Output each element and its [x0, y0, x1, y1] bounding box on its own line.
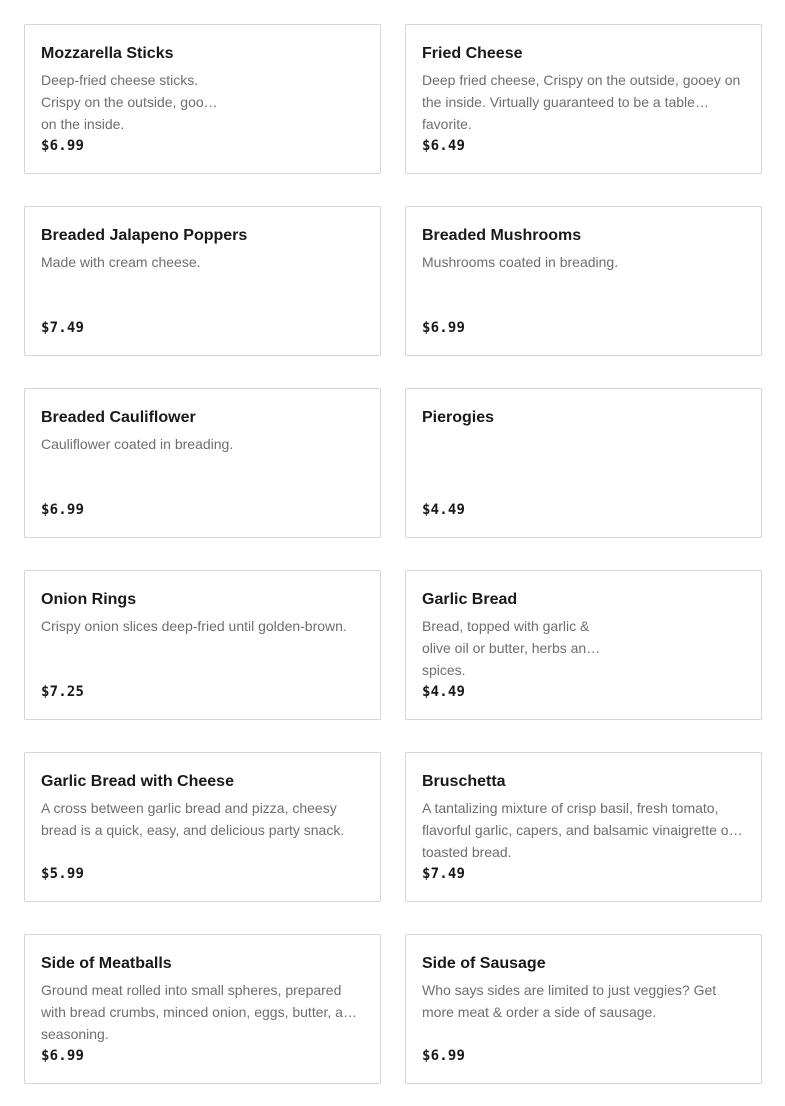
menu-item-price: $6.49: [422, 138, 466, 154]
menu-item-description: Deep fried cheese, Crispy on the outside, gooey on the inside. Virtually guaranteed to be a table favorite.: [422, 72, 741, 132]
menu-item-description: Deep-fried cheese sticks. Crispy on the outside, gooey on the inside.: [41, 72, 219, 132]
menu-item-description: Bread, topped with garlic & olive oil or butter, herbs and spices.: [422, 618, 594, 678]
menu-item-price: $5.99: [41, 866, 85, 882]
menu-item-name: Onion Rings: [41, 591, 137, 608]
menu-item-card-mozzarella-sticks[interactable]: [24, 24, 381, 174]
menu-item-name: Breaded Mushrooms: [422, 227, 582, 244]
menu-item-card-bruschetta[interactable]: [405, 752, 762, 902]
menu-item-name: Garlic Bread: [422, 591, 518, 608]
menu-item-card-garlic-bread[interactable]: [405, 570, 762, 720]
menu-item-description: Ground meat rolled into small spheres, prepared with bread crumbs, minced onion, eggs, butter, and seasoning.: [41, 982, 359, 1042]
menu-item-name: Mozzarella Sticks: [41, 45, 174, 62]
menu-item-price: $7.49: [422, 866, 466, 882]
menu-item-price: $6.99: [422, 1048, 466, 1064]
menu-item-name: Breaded Jalapeno Poppers: [41, 227, 248, 244]
menu-item-price: $6.99: [41, 1048, 85, 1064]
menu-item-name: Bruschetta: [422, 773, 506, 790]
menu-item-card-pierogies[interactable]: [405, 388, 762, 538]
menu-item-name: Garlic Bread with Cheese: [41, 773, 234, 790]
menu-item-description: Crispy onion slices deep-fried until golden-brown.: [41, 618, 347, 634]
menu-item-price: $6.99: [41, 502, 85, 518]
menu-item-description: Who says sides are limited to just veggies? Get more meat & order a side of sausage.: [422, 982, 717, 1020]
menu-item-description: Made with cream cheese.: [41, 254, 201, 270]
menu-item-description: Mushrooms coated in breading.: [422, 254, 619, 270]
menu-item-card-breaded-jalapeno-poppers[interactable]: [24, 206, 381, 356]
menu-item-card-onion-rings[interactable]: [24, 570, 381, 720]
menu-item-description: A tantalizing mixture of crisp basil, fresh tomato, flavorful garlic, capers, and balsamic vinaigrette on toasted bread.: [422, 800, 737, 860]
menu-item-name: Side of Sausage: [422, 955, 546, 972]
menu-item-price: $6.99: [422, 320, 466, 336]
menu-item-name: Breaded Cauliflower: [41, 409, 196, 426]
menu-item-name: Side of Meatballs: [41, 955, 172, 972]
menu-item-card-garlic-bread-with-cheese[interactable]: [24, 752, 381, 902]
menu-item-name: Pierogies: [422, 409, 495, 426]
menu-item-card-side-of-sausage[interactable]: [405, 934, 762, 1084]
menu-item-card-breaded-cauliflower[interactable]: [24, 388, 381, 538]
menu-item-description: Cauliflower coated in breading.: [41, 436, 234, 452]
menu-item-description: A cross between garlic bread and pizza, cheesy bread is a quick, easy, and delicious party snack.: [41, 800, 345, 838]
menu-item-price: $7.49: [41, 320, 85, 336]
menu-item-price: $6.99: [41, 138, 85, 154]
menu-item-name: Fried Cheese: [422, 45, 523, 62]
menu-item-card-fried-cheese[interactable]: [405, 24, 762, 174]
menu-item-price: $4.49: [422, 684, 466, 700]
menu-item-card-side-of-meatballs[interactable]: [24, 934, 381, 1084]
menu-item-card-breaded-mushrooms[interactable]: [405, 206, 762, 356]
menu-item-price: $7.25: [41, 684, 85, 700]
menu-item-price: $4.49: [422, 502, 466, 518]
